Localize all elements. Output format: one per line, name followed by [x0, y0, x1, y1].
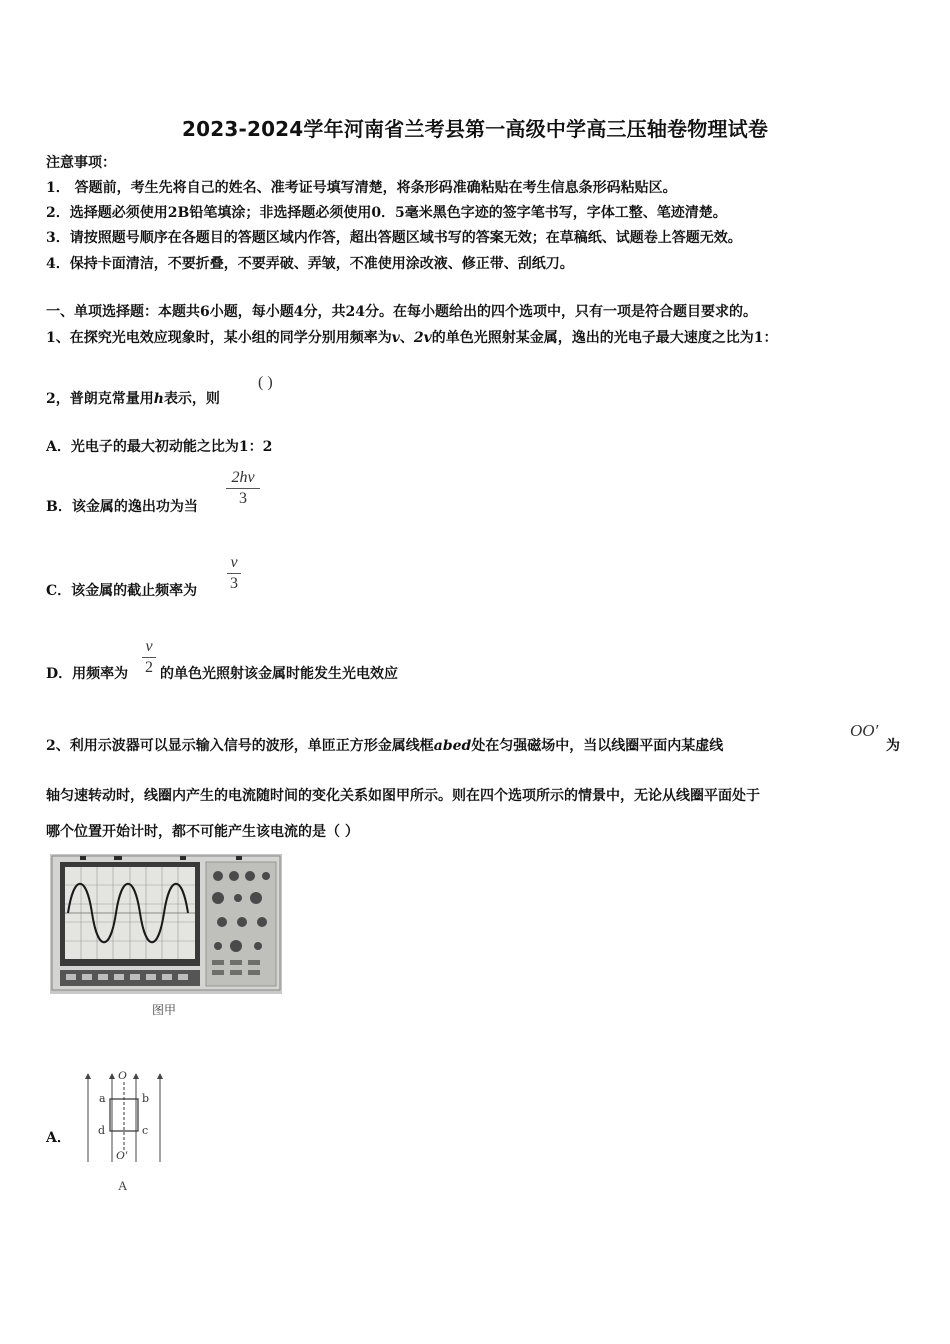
fraction-v-over-2: [142, 638, 156, 677]
notice-item: 3．请按照题号顺序在各题目的答题区域内作答，超出答题区域书写的答案无效；在草稿纸、试题卷上答题无效。: [46, 230, 742, 246]
text: 的单色光照射某金属，逸出的光电子最大速度之比为1：: [431, 330, 778, 346]
notice-item: 4．保持卡面清洁，不要折叠，不要弄破、弄皱，不准使用涂改液、修正带、刮纸刀。: [46, 256, 574, 272]
corner-label-b: b: [142, 1092, 150, 1105]
fraction-bar: [226, 488, 260, 489]
oscilloscope-photo: [50, 854, 282, 994]
corner-label-a: a: [99, 1092, 106, 1105]
numerator: v: [230, 554, 238, 571]
q1-option-b: B．该金属的逸出功为当: [46, 499, 198, 515]
symbol-2v: 2v: [413, 330, 432, 346]
corner-label-d: d: [98, 1124, 106, 1137]
section-heading: 一、单项选择题：本题共6小题，每小题4分，共24分。在每小题给出的四个选项中，只有一项是符合题目要求的。: [46, 304, 757, 320]
symbol-h: h: [153, 391, 164, 407]
fraction-bar: [142, 657, 156, 658]
symbol-v: v: [391, 330, 400, 346]
question-1-line-1: [46, 327, 778, 347]
symbol-oo-prime: OO′: [850, 721, 879, 740]
q1-option-c: C．该金属的截止频率为: [46, 583, 198, 599]
fraction-bar: [227, 573, 241, 574]
denominator: 2: [145, 659, 153, 676]
text: 1、在探究光电效应现象时，某小组的同学分别用频率为: [46, 330, 392, 346]
denominator: 3: [239, 490, 247, 507]
axis-label-bottom: O′: [116, 1148, 128, 1162]
text: 2，普朗克常量用: [46, 391, 154, 407]
diagram-caption: A: [118, 1178, 128, 1193]
answer-parentheses: ( ): [258, 374, 273, 391]
q1-option-d-suffix: 的单色光照射该金属时能发生光电效应: [160, 666, 398, 682]
magnetic-field-diagram: [82, 1068, 166, 1164]
denominator: 3: [230, 575, 238, 592]
question-1-line-2: [46, 388, 220, 408]
text: 为: [886, 738, 900, 754]
text: 、: [399, 330, 414, 346]
fraction-2hv-over-3: [226, 469, 260, 508]
symbol-abcd: abed: [433, 738, 472, 754]
q1-option-a: A．光电子的最大初动能之比为1：2: [46, 439, 273, 455]
text: 表示，则: [163, 391, 220, 407]
notice-heading: 注意事项：: [46, 155, 116, 171]
text: 处在匀强磁场中，当以线圈平面内某虚线: [471, 738, 724, 754]
text: 2、利用示波器可以显示输入信号的波形，单匝正方形金属线框: [46, 738, 434, 754]
notice-item: 1． 答题前，考生先将自己的姓名、准考证号填写清楚，将条形码准确粘贴在考生信息条形码粘贴区。: [46, 180, 677, 196]
page-title: 2023-2024学年河南省兰考县第一高级中学高三压轴卷物理试卷: [181, 117, 769, 141]
figure-caption: 图甲: [152, 1003, 177, 1017]
question-2-line-2: 轴匀速转动时，线圈内产生的电流随时间的变化关系如图甲所示。则在四个选项所示的情景中，无论从线圈平面处于: [46, 788, 760, 804]
fraction-v-over-3: [227, 554, 241, 593]
question-2-line-3: 哪个位置开始计时，都不可能产生该电流的是（ ）: [46, 824, 359, 840]
q1-option-d-prefix: D．用频率为: [46, 666, 129, 682]
numerator: v: [145, 638, 153, 655]
notice-item: 2．选择题必须使用2B铅笔填涂；非选择题必须使用0．5毫米黑色字迹的签字笔书写，字体工整、笔迹清楚。: [46, 205, 727, 221]
question-2-line-1: [46, 735, 723, 755]
corner-label-c: c: [142, 1124, 149, 1137]
numerator: 2hv: [231, 469, 255, 486]
axis-label-top: O: [118, 1068, 127, 1082]
q2-option-a-label: A．: [46, 1130, 71, 1146]
oscilloscope-image: [50, 854, 282, 994]
